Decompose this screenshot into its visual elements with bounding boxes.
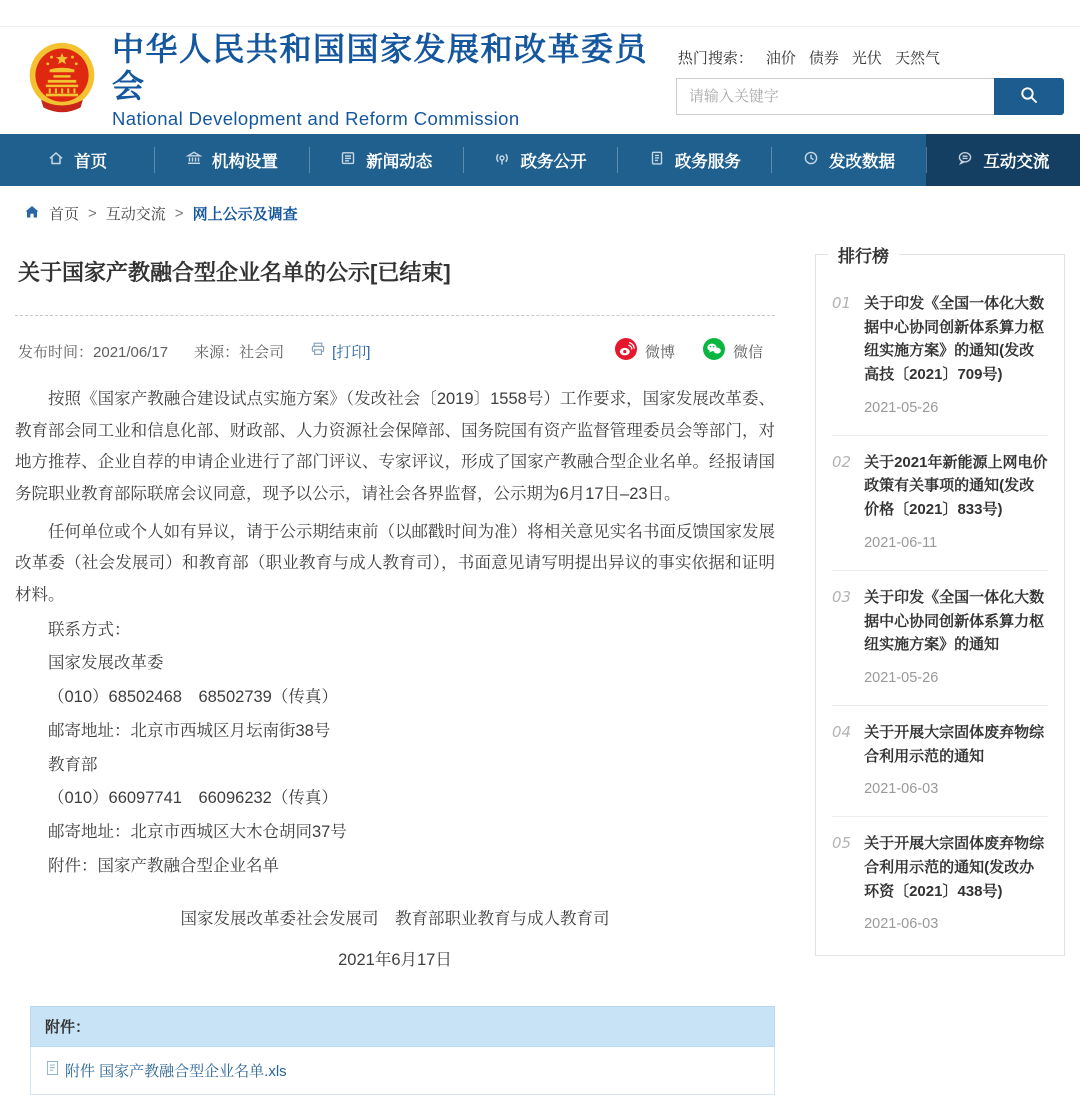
contact-line: 联系方式： <box>48 620 131 639</box>
nav-label: 发改数据 <box>829 153 896 171</box>
broadcast-icon <box>493 149 511 172</box>
weibo-label: 微博 <box>644 343 675 361</box>
main-layout <box>0 232 1080 1095</box>
main-nav <box>0 134 1080 186</box>
rank-body <box>864 292 1048 416</box>
article-body <box>15 384 775 970</box>
chat-bubble-icon <box>956 149 974 172</box>
article-meta <box>18 338 775 364</box>
clock-icon <box>802 149 820 172</box>
site-title-cn: 中华人民共和国国家发展和改革委员会 <box>112 31 649 104</box>
rank-body <box>864 721 1048 797</box>
nav-label: 机构设置 <box>211 153 278 171</box>
nav-item-disclosure[interactable] <box>463 134 617 186</box>
attachment-header: 附件： <box>30 1006 775 1047</box>
nav-label: 首页 <box>74 153 108 171</box>
document-icon <box>648 149 666 172</box>
nav-label: 政务服务 <box>674 153 741 171</box>
nav-label: 政务公开 <box>520 153 587 171</box>
ranking-date: 2021-06-03 <box>864 781 939 798</box>
ranking-link[interactable]: 关于2021年新能源上网电价政策有关事项的通知(发改价格〔2021〕833号) <box>864 453 1048 519</box>
contact-line: 邮寄地址：北京市西城区月坛南街38号 <box>48 721 331 740</box>
print-label: [打印] <box>332 343 371 361</box>
institution-icon <box>185 149 203 172</box>
breadcrumb-separator: > <box>88 205 97 222</box>
sidebar-column <box>815 232 1065 956</box>
attachment-body <box>30 1047 775 1095</box>
nav-item-services[interactable] <box>617 134 771 186</box>
wechat-share-button[interactable] <box>703 338 763 364</box>
article-column <box>15 232 775 1095</box>
rank-number: 05 <box>832 834 852 853</box>
signature-line: 国家发展改革委社会发展司 教育部职业教育与成人教育司 <box>180 909 610 928</box>
weibo-icon <box>615 338 637 364</box>
ranking-link[interactable]: 关于印发《全国一体化大数据中心协同创新体系算力枢纽实施方案》的通知 <box>864 588 1045 654</box>
site-header <box>0 27 1080 134</box>
source <box>194 341 284 362</box>
article-paragraph: 任何单位或个人如有异议，请于公示期结束前（以邮戳时间为准）将相关意见实名书面反馈国家发展改革委（社会发展司）和教育部（职业教育与成人教育司），书面意见请写明提出异议的事实依据和证明材料。 <box>15 522 775 605</box>
hot-search-term-bond[interactable]: 债券 <box>808 49 839 67</box>
home-icon <box>47 149 65 172</box>
ranking-title: 排行榜 <box>828 242 899 267</box>
nav-item-interaction[interactable] <box>926 134 1080 186</box>
site-title-en: National Development and Reform Commission <box>112 107 520 129</box>
list-item <box>832 277 1048 435</box>
contact-line: （010）68502468 68502739（传真） <box>48 688 338 707</box>
search-input[interactable] <box>676 78 994 115</box>
rank-number: 03 <box>832 587 852 606</box>
attachment-box <box>30 1006 775 1095</box>
ranking-date: 2021-05-26 <box>864 399 939 416</box>
list-item <box>832 705 1048 816</box>
search-icon <box>1019 85 1039 108</box>
ranking-link[interactable]: 关于开展大宗固体废弃物综合利用示范的通知 <box>864 723 1045 765</box>
printer-icon <box>310 341 326 361</box>
breadcrumb-item-home[interactable]: 首页 <box>49 206 80 223</box>
header-search-area <box>676 47 1068 115</box>
rank-body <box>864 586 1048 686</box>
attachment-file-label: 附件 国家产教融合型企业名单.xls <box>65 1062 287 1080</box>
hot-search-term-oil[interactable]: 油价 <box>765 49 796 67</box>
contact-line: 国家发展改革委 <box>48 654 164 673</box>
breadcrumb-item-interaction[interactable]: 互动交流 <box>105 206 166 223</box>
page-title: 关于国家产教融合型企业名单的公示[已结束] <box>18 260 451 285</box>
nav-item-news[interactable] <box>309 134 463 186</box>
rank-body <box>864 451 1048 551</box>
ranking-date: 2021-06-03 <box>864 916 939 933</box>
contact-line: （010）66097741 66096232（传真） <box>48 789 338 808</box>
hot-search-term-gas[interactable]: 天然气 <box>894 49 940 67</box>
nav-item-organization[interactable] <box>154 134 308 186</box>
contact-line: 教育部 <box>48 755 98 774</box>
wechat-label: 微信 <box>732 343 763 361</box>
site-titles <box>112 31 676 130</box>
national-emblem-icon <box>24 39 100 122</box>
wechat-icon <box>703 338 725 364</box>
nav-item-data[interactable] <box>771 134 925 186</box>
contact-line: 附件：国家产教融合型企业名单 <box>48 856 279 875</box>
breadcrumb-separator: > <box>174 205 184 222</box>
contact-line: 邮寄地址：北京市西城区大木仓胡同37号 <box>48 823 347 842</box>
dashed-divider <box>15 315 775 316</box>
search-bar <box>676 78 1064 115</box>
rank-number: 02 <box>832 452 852 471</box>
file-icon <box>45 1060 60 1080</box>
nav-item-home[interactable] <box>0 134 154 186</box>
list-item <box>832 816 1048 951</box>
weibo-share-button[interactable] <box>615 338 675 364</box>
news-icon <box>339 149 357 172</box>
hot-search-term-pv[interactable]: 光伏 <box>851 49 882 67</box>
source-label: 来源： <box>194 343 240 361</box>
breadcrumb-item-current: 网上公示及调查 <box>192 206 298 223</box>
article-paragraph: 按照《国家产教融合建设试点实施方案》（发改社会〔2019〕1558号）工作要求，国家发展改革委、教育部会同工业和信息化部、财政部、人力资源社会保障部、国务院国有资产监督管理委员会等部门，对地方推荐、企业自荐的申请企业进行了部门评议、专家评议，形成了国家产教融合型企业名单。经报请国务院职业教育部际联席会议同意，现予以公示，请社会各界监督，公示期为6月17日–23日。 <box>15 390 775 504</box>
top-strip <box>0 0 1080 27</box>
hot-search-bar <box>678 47 1064 68</box>
breadcrumb <box>0 186 1080 232</box>
ranking-date: 2021-05-26 <box>864 669 939 686</box>
source-value: 社会司 <box>239 343 285 361</box>
attachment-file-link[interactable] <box>45 1060 760 1081</box>
list-item <box>832 570 1048 705</box>
share-buttons <box>615 338 763 364</box>
nav-label: 互动交流 <box>983 153 1050 171</box>
ranking-link[interactable]: 关于印发《全国一体化大数据中心协同创新体系算力枢纽实施方案》的通知(发改高技〔2021〕709号) <box>864 295 1045 384</box>
breadcrumb-home-icon <box>24 204 40 223</box>
signature-date: 2021年6月17日 <box>338 950 452 969</box>
publish-time <box>18 341 168 362</box>
list-item <box>832 435 1048 570</box>
ranking-date: 2021-06-11 <box>864 534 938 551</box>
ranking-link[interactable]: 关于开展大宗固体废弃物综合利用示范的通知(发改办环资〔2021〕438号) <box>864 835 1045 900</box>
rank-body <box>864 832 1048 932</box>
nav-label: 新闻动态 <box>366 153 433 171</box>
rank-number: 04 <box>832 722 852 741</box>
rank-number: 01 <box>832 294 852 312</box>
publish-time-label: 发布时间： <box>18 343 94 361</box>
print-button[interactable] <box>310 341 370 362</box>
hot-search-label: 热门搜索： <box>677 49 753 67</box>
search-button[interactable] <box>994 78 1064 115</box>
ranking-box <box>815 247 1065 956</box>
publish-time-value: 2021/06/17 <box>93 343 169 361</box>
